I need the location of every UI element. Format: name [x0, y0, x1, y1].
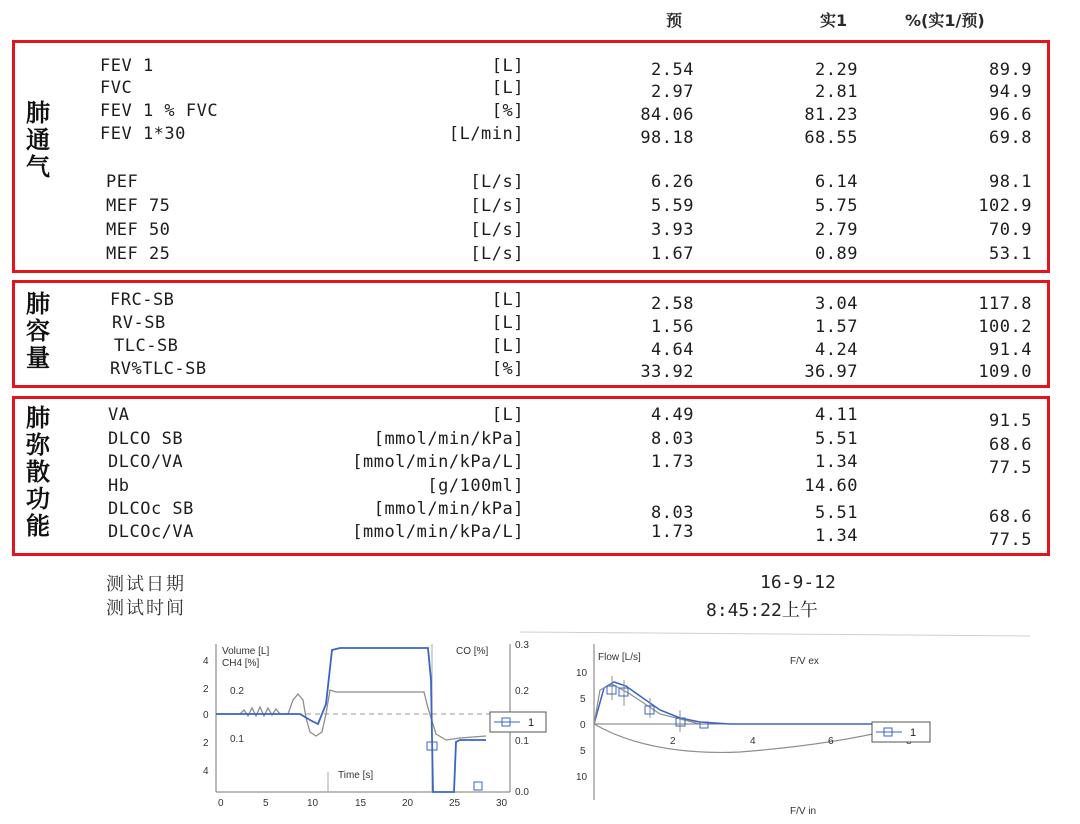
chart1-x-tick: 0 — [218, 798, 224, 809]
actual-value: 14.60 — [804, 476, 858, 496]
predicted-value: 1.67 — [651, 244, 694, 264]
actual-value: 4.11 — [815, 405, 858, 425]
param-unit: [L] — [491, 405, 524, 425]
co-ch4-trace — [216, 690, 486, 740]
percent-value: 96.6 — [989, 105, 1032, 125]
section-label-diffusion: 肺弥散功能 — [26, 404, 50, 540]
chart1-right-tick: 0.1 — [515, 736, 529, 747]
param-unit: [%] — [491, 359, 524, 379]
predicted-value: 1.73 — [651, 522, 694, 542]
section-label-ventilation: 肺通气 — [26, 99, 50, 181]
table-row — [0, 359, 1080, 381]
param-name: RV-SB — [112, 313, 166, 333]
volume-time-chart — [203, 640, 546, 809]
chart2-y-tick: 10 — [576, 668, 588, 679]
chart2-top-title: F/V ex — [790, 656, 819, 667]
header-predicted: 预 — [666, 11, 683, 30]
actual-value: 4.24 — [815, 340, 858, 360]
chart1-right-tick: 0.2 — [515, 686, 529, 697]
test-time-value: 8:45:22上午 — [706, 600, 818, 621]
predicted-value: 6.26 — [651, 172, 694, 192]
flow-volume-chart — [576, 644, 930, 817]
param-name: MEF 50 — [106, 220, 171, 240]
table-row — [0, 476, 1080, 498]
chart2-x-tick: 4 — [750, 736, 756, 747]
param-unit: [L] — [491, 313, 524, 333]
chart1-x-label: Time [s] — [338, 770, 374, 781]
actual-value: 81.23 — [804, 105, 858, 125]
param-name: Hb — [108, 476, 130, 496]
param-unit: [L] — [491, 78, 524, 98]
predicted-value: 4.64 — [651, 340, 694, 360]
actual-value: 3.04 — [815, 294, 858, 314]
param-name: DLCO SB — [108, 429, 184, 449]
param-name: DLCOc/VA — [108, 522, 194, 542]
separator-line — [520, 632, 1030, 636]
chart2-y-tick: 5 — [580, 746, 586, 757]
percent-value: 68.6 — [989, 507, 1032, 527]
chart1-left-tick: 0 — [203, 710, 209, 721]
table-row — [0, 429, 1080, 455]
predicted-value: 1.73 — [651, 452, 694, 472]
actual-value: 68.55 — [804, 128, 858, 148]
param-unit: [L/min] — [448, 124, 524, 144]
percent-value: 53.1 — [989, 244, 1032, 264]
marker-icon — [474, 782, 482, 790]
actual-value: 2.29 — [815, 60, 858, 80]
chart1-inner-tick: 0.1 — [230, 734, 244, 745]
percent-value: 68.6 — [989, 435, 1032, 455]
percent-value: 89.9 — [989, 60, 1032, 80]
percent-value: 102.9 — [978, 196, 1032, 216]
chart1-right-tick: 0.0 — [515, 787, 529, 798]
percent-value: 70.9 — [989, 220, 1032, 240]
chart2-x-tick: 6 — [828, 736, 834, 747]
percent-value: 94.9 — [989, 82, 1032, 102]
table-row — [0, 196, 1080, 218]
predicted-value: 84.06 — [640, 105, 694, 125]
param-unit: [L/s] — [470, 244, 524, 264]
predicted-value: 2.58 — [651, 294, 694, 314]
param-name: FVC — [100, 78, 133, 98]
param-name: VA — [108, 405, 130, 425]
param-name: PEF — [106, 172, 139, 192]
param-unit: [%] — [491, 101, 524, 121]
test-date-value: 16-9-12 — [760, 572, 836, 593]
predicted-value: 1.56 — [651, 317, 694, 337]
actual-value: 5.51 — [815, 503, 858, 523]
percent-value: 77.5 — [989, 530, 1032, 550]
table-row — [0, 336, 1080, 358]
param-unit: [mmol/min/kPa/L] — [352, 522, 524, 542]
predicted-value: 8.03 — [651, 503, 694, 523]
percent-value: 100.2 — [978, 317, 1032, 337]
chart1-x-tick: 15 — [355, 798, 367, 809]
chart2-y-tick: 5 — [580, 694, 586, 705]
table-row — [0, 244, 1080, 266]
param-unit: [L] — [491, 290, 524, 310]
table-row — [0, 313, 1080, 335]
test-date-label: 测试日期 — [106, 574, 186, 595]
param-name: MEF 25 — [106, 244, 171, 264]
param-name: FEV 1 % FVC — [100, 101, 219, 121]
param-unit: [mmol/min/kPa/L] — [352, 452, 524, 472]
actual-value: 2.79 — [815, 220, 858, 240]
test-time-label: 测试时间 — [106, 598, 186, 619]
param-unit: [L] — [491, 56, 524, 76]
param-unit: [mmol/min/kPa] — [373, 499, 524, 519]
table-row — [0, 499, 1080, 527]
table-row — [0, 405, 1080, 431]
predicted-value: 33.92 — [640, 362, 694, 382]
chart1-right-title: CO [%] — [456, 646, 489, 657]
table-row — [0, 124, 1080, 146]
chart2-x-tick: 2 — [670, 736, 676, 747]
percent-value: 91.5 — [989, 411, 1032, 431]
param-unit: [L] — [491, 336, 524, 356]
chart1-x-tick: 30 — [496, 798, 508, 809]
actual-value: 5.51 — [815, 429, 858, 449]
actual-value: 1.57 — [815, 317, 858, 337]
percent-value: 117.8 — [978, 294, 1032, 314]
chart1-inner-tick: 0.2 — [230, 686, 244, 697]
table-row — [0, 290, 1080, 312]
table-row — [0, 220, 1080, 242]
param-name: RV%TLC-SB — [110, 359, 207, 379]
param-name: FEV 1 — [100, 56, 154, 76]
param-unit: [L/s] — [470, 196, 524, 216]
chart1-left-tick: 2 — [203, 738, 209, 749]
actual-value: 1.34 — [815, 526, 858, 546]
chart2-legend-label: 1 — [910, 727, 917, 739]
chart1-x-tick: 25 — [449, 798, 461, 809]
chart1-x-tick: 20 — [402, 798, 414, 809]
param-name: TLC-SB — [114, 336, 179, 356]
predicted-value: 98.18 — [640, 128, 694, 148]
param-unit: [mmol/min/kPa] — [373, 429, 524, 449]
header-percent: %(实1/预) — [905, 11, 985, 30]
chart2-y-label: Flow [L/s] — [598, 652, 641, 663]
chart1-left-title-1: Volume [L] — [222, 646, 270, 657]
predicted-value: 8.03 — [651, 429, 694, 449]
chart2-bottom-title: F/V in — [790, 806, 817, 817]
param-unit: [L/s] — [470, 172, 524, 192]
param-unit: [g/100ml] — [427, 476, 524, 496]
chart1-right-tick: 0.3 — [515, 640, 529, 651]
chart1-left-tick: 2 — [203, 684, 209, 695]
actual-value: 0.89 — [815, 244, 858, 264]
header-actual: 实1 — [820, 11, 848, 30]
predicted-value: 2.97 — [651, 82, 694, 102]
param-unit: [L/s] — [470, 220, 524, 240]
percent-value: 69.8 — [989, 128, 1032, 148]
chart1-left-tick: 4 — [203, 766, 209, 777]
chart1-legend-label: 1 — [528, 717, 535, 729]
table-row — [0, 172, 1080, 194]
chart1-left-tick: 4 — [203, 656, 209, 667]
actual-value: 6.14 — [815, 172, 858, 192]
section-label-volume: 肺容量 — [26, 290, 50, 372]
predicted-value: 4.49 — [651, 405, 694, 425]
param-name: FRC-SB — [110, 290, 175, 310]
table-row — [0, 101, 1080, 123]
table-row — [0, 452, 1080, 478]
predicted-value: 5.59 — [651, 196, 694, 216]
table-row — [0, 56, 1080, 78]
param-name: FEV 1*30 — [100, 124, 186, 144]
chart1-x-tick: 10 — [307, 798, 319, 809]
predicted-value: 2.54 — [651, 60, 694, 80]
chart1-left-title-2: CH4 [%] — [222, 658, 260, 669]
table-row — [0, 522, 1080, 550]
percent-value: 109.0 — [978, 362, 1032, 382]
chart2-y-tick: 10 — [576, 772, 588, 783]
actual-value: 5.75 — [815, 196, 858, 216]
predicted-value: 3.93 — [651, 220, 694, 240]
percent-value: 91.4 — [989, 340, 1032, 360]
chart1-x-tick: 5 — [263, 798, 269, 809]
chart2-y-tick: 0 — [580, 720, 586, 731]
actual-value: 1.34 — [815, 452, 858, 472]
param-name: DLCOc SB — [108, 499, 194, 519]
percent-value: 98.1 — [989, 172, 1032, 192]
table-row — [0, 78, 1080, 100]
charts-area — [0, 614, 1080, 824]
param-name: DLCO/VA — [108, 452, 184, 472]
actual-value: 36.97 — [804, 362, 858, 382]
expiratory-curve — [594, 682, 900, 724]
percent-value: 77.5 — [989, 458, 1032, 478]
actual-value: 2.81 — [815, 82, 858, 102]
param-name: MEF 75 — [106, 196, 171, 216]
